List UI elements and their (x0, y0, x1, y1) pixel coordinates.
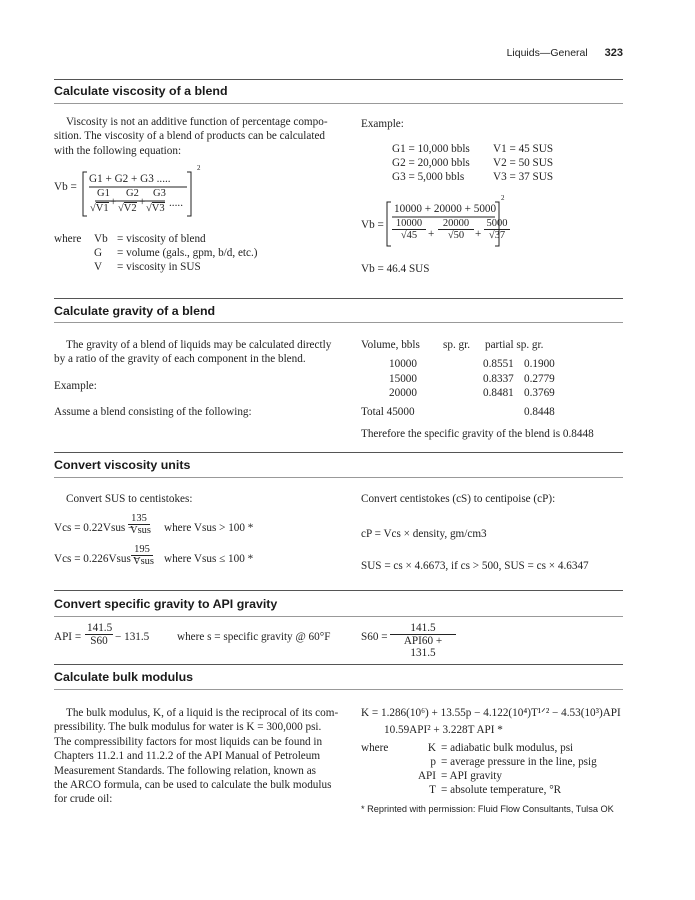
s60-eq-fraction: 141.5 API60 + 131.5 (390, 622, 456, 659)
where-def: = viscosity in SUS (117, 261, 201, 273)
plus-sign: + (428, 228, 435, 240)
section-rule (54, 590, 623, 591)
example-eq-lhs: Vb = (361, 219, 384, 231)
vb-eq-numerator: G1 + G2 + G3 ..... (89, 173, 171, 185)
intro-line: Chapters 11.2.1 and 11.2.2 of the API Manual of Petroleum (54, 750, 321, 763)
bulk-formula-line1: K = 1.286(10⁶) + 13.55p − 4.122(10⁴)T¹ᐟ² − 4.53(10³)API (361, 707, 621, 719)
plus-sign: + (110, 196, 117, 208)
intro-line: with the following equation: (54, 144, 182, 157)
table-cell: 0.2779 (524, 373, 555, 385)
table-cell: 0.3769 (524, 387, 555, 399)
section-title-viscosity-units: Convert viscosity units (54, 458, 191, 472)
section-rule (54, 298, 623, 299)
gravity-conclusion: Therefore the specific gravity of the blend is 0.8448 (361, 428, 594, 440)
vb-eq-exponent: 2 (197, 164, 201, 172)
plus-sign: + (475, 228, 482, 240)
example-eq-numerator: 10000 + 20000 + 5000 (394, 203, 497, 215)
intro-line: sition. The viscosity of a blend of products can be calculated (54, 130, 326, 143)
sus-equation: SUS = cs × 4.6673, if cs > 500, SUS = cs × 4.6347 (361, 560, 589, 572)
where-sym: K (427, 742, 436, 754)
intro-line: pressibility. The bulk modulus for water is K = 300,000 psi. (54, 721, 322, 734)
where-sym: V (94, 261, 103, 273)
eq2-lhs: Vcs = 0.226Vsus − (54, 553, 140, 565)
section-title-bulk-modulus: Calculate bulk modulus (54, 670, 194, 684)
table-cell: 0.8337 (483, 373, 514, 385)
example-g3: G3 = 5,000 bbls (392, 171, 465, 183)
table-header-spgr: sp. gr. (443, 339, 471, 351)
s60-eq-lhs: S60 = (361, 631, 388, 643)
footnote: * Reprinted with permission: Fluid Flow Consultants, Tulsa OK (361, 804, 614, 814)
section-rule (54, 477, 623, 478)
cp-equation: cP = Vcs × density, gm/cm3 (361, 528, 487, 540)
example-g2: G2 = 20,000 bbls (392, 157, 470, 169)
api-eq-fraction: $\frac{141.5}{S60}$ (87, 622, 113, 647)
section-rule (54, 689, 623, 690)
table-cell: 15000 (389, 373, 417, 385)
intro-line: The gravity of a blend of liquids may be calculated directly (66, 339, 332, 351)
intro-line: The bulk modulus, K, of a liquid is the reciprocal of its com- (66, 707, 339, 719)
section-rule (54, 79, 623, 80)
eq1-condition: where Vsus > 100 * (164, 522, 254, 534)
example-g1: G1 = 10,000 bbls (392, 143, 470, 155)
table-cell: 0.1900 (524, 358, 555, 370)
section-rule (54, 616, 623, 617)
eq2-condition: where Vsus ≤ 100 * (164, 553, 254, 565)
api-eq-rest: − 131.5 (115, 631, 150, 643)
blend-viscosity-intro (54, 115, 344, 158)
vb-eq-lhs: Vb = (54, 181, 77, 193)
where-sym: p (430, 756, 436, 768)
intro-line: Measurement Standards. The following relation, known as (54, 764, 317, 777)
api-eq-condition: where s = specific gravity @ 60°F (177, 631, 331, 643)
vb-den-g3: G3 (153, 188, 166, 199)
vb-den-root-2: √V2 (118, 203, 137, 214)
table-total-label: Total 45000 (361, 406, 415, 418)
eq1-fraction: 135 Vsus (130, 513, 152, 536)
where-sym: API (417, 770, 436, 782)
bulk-formula-line2: 10.59API² + 3.228T API * (384, 724, 503, 736)
table-total-value: 0.8448 (524, 406, 555, 418)
table-cell: 10000 (389, 358, 417, 370)
table-cell: 20000 (389, 387, 417, 399)
section-rule (54, 322, 623, 323)
vb-den-g2: G2 (126, 188, 139, 199)
where-def: = absolute temperature, °R (441, 784, 562, 796)
where-sym: G (94, 247, 103, 259)
api-eq-lhs: API = (54, 631, 82, 643)
section-rule (54, 664, 623, 665)
where-def: = API gravity (441, 770, 503, 782)
where-sym: Vb (94, 233, 108, 245)
example-v1: V1 = 45 SUS (493, 143, 554, 155)
example-den-frac-3: $\frac{5000}{√37}$ (484, 218, 510, 241)
where-label: where (54, 233, 82, 245)
table-cell: 0.8551 (483, 358, 514, 370)
page-number: 323 (604, 47, 623, 59)
table-header-partial: partial sp. gr. (485, 339, 544, 351)
sus-to-cs-intro: Convert SUS to centistokes: (66, 493, 193, 505)
table-header-volume: Volume, bbls (361, 339, 420, 351)
example-label: Example: (361, 118, 404, 130)
intro-line: The compressibility factors for most liquids can be found in (54, 735, 323, 748)
example-v2: V2 = 50 SUS (493, 157, 554, 169)
example-v3: V3 = 37 SUS (493, 171, 554, 183)
example-result: Vb = 46.4 SUS (361, 263, 430, 275)
bulk-where-label: where (361, 742, 389, 754)
vb-den-root-3: √V3 (146, 203, 165, 214)
section-rule (54, 452, 623, 453)
eq2-fraction: 195 Vsus (133, 544, 155, 567)
vb-den-root-1: √V1 (90, 203, 109, 214)
table-cell: 0.8481 (483, 387, 514, 399)
gravity-example-label: Example: (54, 380, 97, 392)
gravity-assume: Assume a blend consisting of the following: (54, 406, 252, 418)
running-header (0, 47, 623, 59)
plus-sign: + (139, 196, 146, 208)
section-title-blend-gravity: Calculate gravity of a blend (54, 304, 216, 318)
section-title-api-gravity: Convert specific gravity to API gravity (54, 597, 278, 611)
cs-to-cp-intro: Convert centistokes (cS) to centipoise (cP): (361, 493, 556, 505)
intro-line: the ARCO formula, can be used to calculate the bulk modulus (54, 779, 332, 792)
running-title: Liquids—General (506, 47, 588, 59)
example-den-frac-2: $\frac{20000}{√50}$ (438, 218, 474, 241)
where-sym: T (429, 784, 436, 796)
where-def: = average pressure in the line, psig (441, 756, 597, 768)
where-def: = viscosity of blend (117, 233, 206, 245)
vb-den-g1: G1 (97, 188, 110, 199)
example-eq-exponent: 2 (501, 194, 505, 202)
where-def: = volume (gals., gpm, b/d, etc.) (117, 247, 258, 259)
section-rule (54, 103, 623, 104)
section-title-blend-viscosity: Calculate viscosity of a blend (54, 84, 228, 98)
blend-gravity-intro (54, 338, 344, 367)
vb-den-dots: ..... (169, 197, 183, 209)
intro-line: for crude oil: (54, 793, 113, 806)
example-den-frac-1: $\frac{10000}{√45}$ (392, 218, 426, 241)
where-def: = adiabatic bulk modulus, psi (441, 742, 574, 754)
intro-line: Viscosity is not an additive function of percentage compo- (66, 116, 328, 128)
eq1-lhs: Vcs = 0.22Vsus − (54, 522, 135, 534)
bulk-modulus-intro (54, 706, 344, 807)
intro-line: by a ratio of the gravity of each component in the blend. (54, 353, 306, 366)
